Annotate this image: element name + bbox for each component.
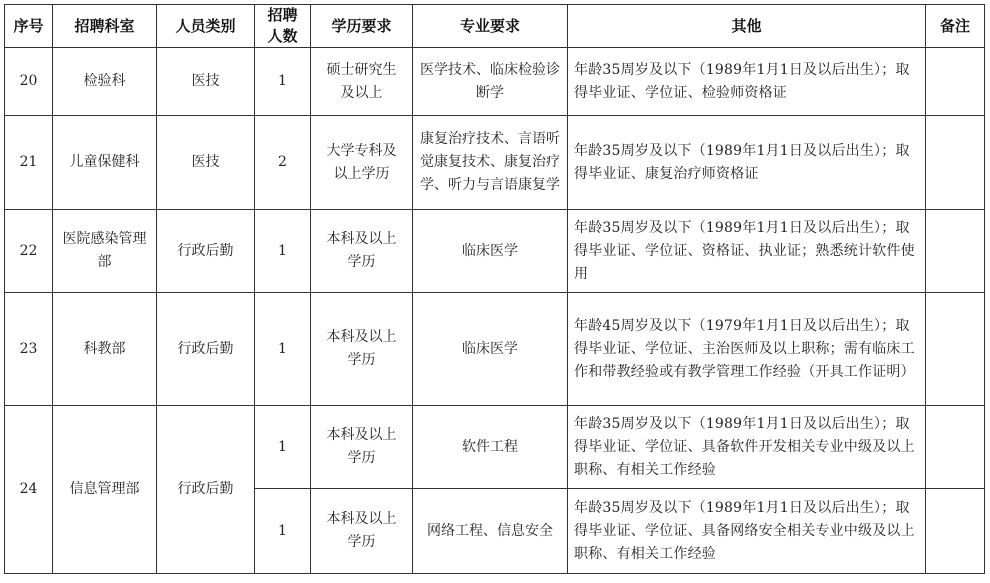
cell-category: 医技 <box>157 116 255 210</box>
cell-dept: 信息管理部 <box>53 406 157 574</box>
cell-count: 1 <box>255 210 311 293</box>
header-count-line1: 招聘 <box>267 6 298 24</box>
cell-dept: 医院感染管理部 <box>53 210 157 293</box>
cell-dept: 检验科 <box>53 48 157 116</box>
cell-category: 行政后勤 <box>157 210 255 293</box>
cell-category: 行政后勤 <box>157 406 255 574</box>
cell-major: 临床医学 <box>413 293 568 406</box>
cell-major: 软件工程 <box>413 406 568 489</box>
cell-remarks <box>926 48 985 116</box>
header-category: 人员类别 <box>157 5 255 48</box>
recruitment-table <box>4 4 985 574</box>
cell-category: 行政后勤 <box>157 293 255 406</box>
cell-other: 年龄45周岁及以下（1979年1月1日及以后出生）；取得毕业证、学位证、主治医师及以上职称；需有临床工作和带教经验或有教学管理工作经验（开具工作证明） <box>568 293 926 406</box>
cell-count: 1 <box>255 48 311 116</box>
cell-education: 本科及以上学历 <box>311 406 413 489</box>
cell-no: 21 <box>5 116 53 210</box>
header-remarks: 备注 <box>926 5 985 48</box>
table-row <box>5 116 985 210</box>
cell-major: 网络工程、信息安全 <box>413 489 568 574</box>
cell-remarks <box>926 210 985 293</box>
header-count <box>255 5 311 48</box>
cell-remarks <box>926 489 985 574</box>
cell-other: 年龄35周岁及以下（1989年1月1日及以后出生）；取得毕业证、学位证、具备网络安全相关专业中级及以上职称、有相关工作经验 <box>568 489 926 574</box>
cell-no: 23 <box>5 293 53 406</box>
header-row <box>5 5 985 48</box>
table-row <box>5 48 985 116</box>
cell-no: 22 <box>5 210 53 293</box>
cell-category: 医技 <box>157 48 255 116</box>
table-row <box>5 406 985 489</box>
recruitment-table-container <box>4 4 985 574</box>
header-education: 学历要求 <box>311 5 413 48</box>
cell-other: 年龄35周岁及以下（1989年1月1日及以后出生）；取得毕业证、康复治疗师资格证 <box>568 116 926 210</box>
cell-count: 1 <box>255 293 311 406</box>
cell-count: 1 <box>255 406 311 489</box>
cell-other: 年龄35周岁及以下（1989年1月1日及以后出生）；取得毕业证、学位证、检验师资格证 <box>568 48 926 116</box>
cell-major: 临床医学 <box>413 210 568 293</box>
cell-education: 硕士研究生及以上 <box>311 48 413 116</box>
cell-count: 1 <box>255 489 311 574</box>
cell-major: 康复治疗技术、言语听觉康复技术、康复治疗学、听力与言语康复学 <box>413 116 568 210</box>
header-no: 序号 <box>5 5 53 48</box>
cell-other: 年龄35周岁及以下（1989年1月1日及以后出生）；取得毕业证、学位证、资格证、执业证；熟悉统计软件使用 <box>568 210 926 293</box>
cell-education: 本科及以上学历 <box>311 489 413 574</box>
cell-remarks <box>926 406 985 489</box>
cell-education: 本科及以上学历 <box>311 293 413 406</box>
cell-education: 本科及以上学历 <box>311 210 413 293</box>
cell-count: 2 <box>255 116 311 210</box>
cell-other: 年龄35周岁及以下（1989年1月1日及以后出生）；取得毕业证、学位证、具备软件开发相关专业中级及以上职称、有相关工作经验 <box>568 406 926 489</box>
cell-dept: 科教部 <box>53 293 157 406</box>
header-other: 其他 <box>568 5 926 48</box>
table-row <box>5 210 985 293</box>
cell-no: 20 <box>5 48 53 116</box>
cell-major: 医学技术、临床检验诊断学 <box>413 48 568 116</box>
cell-dept: 儿童保健科 <box>53 116 157 210</box>
cell-education: 大学专科及以上学历 <box>311 116 413 210</box>
header-dept: 招聘科室 <box>53 5 157 48</box>
cell-remarks <box>926 293 985 406</box>
header-major: 专业要求 <box>413 5 568 48</box>
cell-no: 24 <box>5 406 53 574</box>
header-count-line2: 人数 <box>267 27 298 45</box>
cell-remarks <box>926 116 985 210</box>
table-row <box>5 293 985 406</box>
